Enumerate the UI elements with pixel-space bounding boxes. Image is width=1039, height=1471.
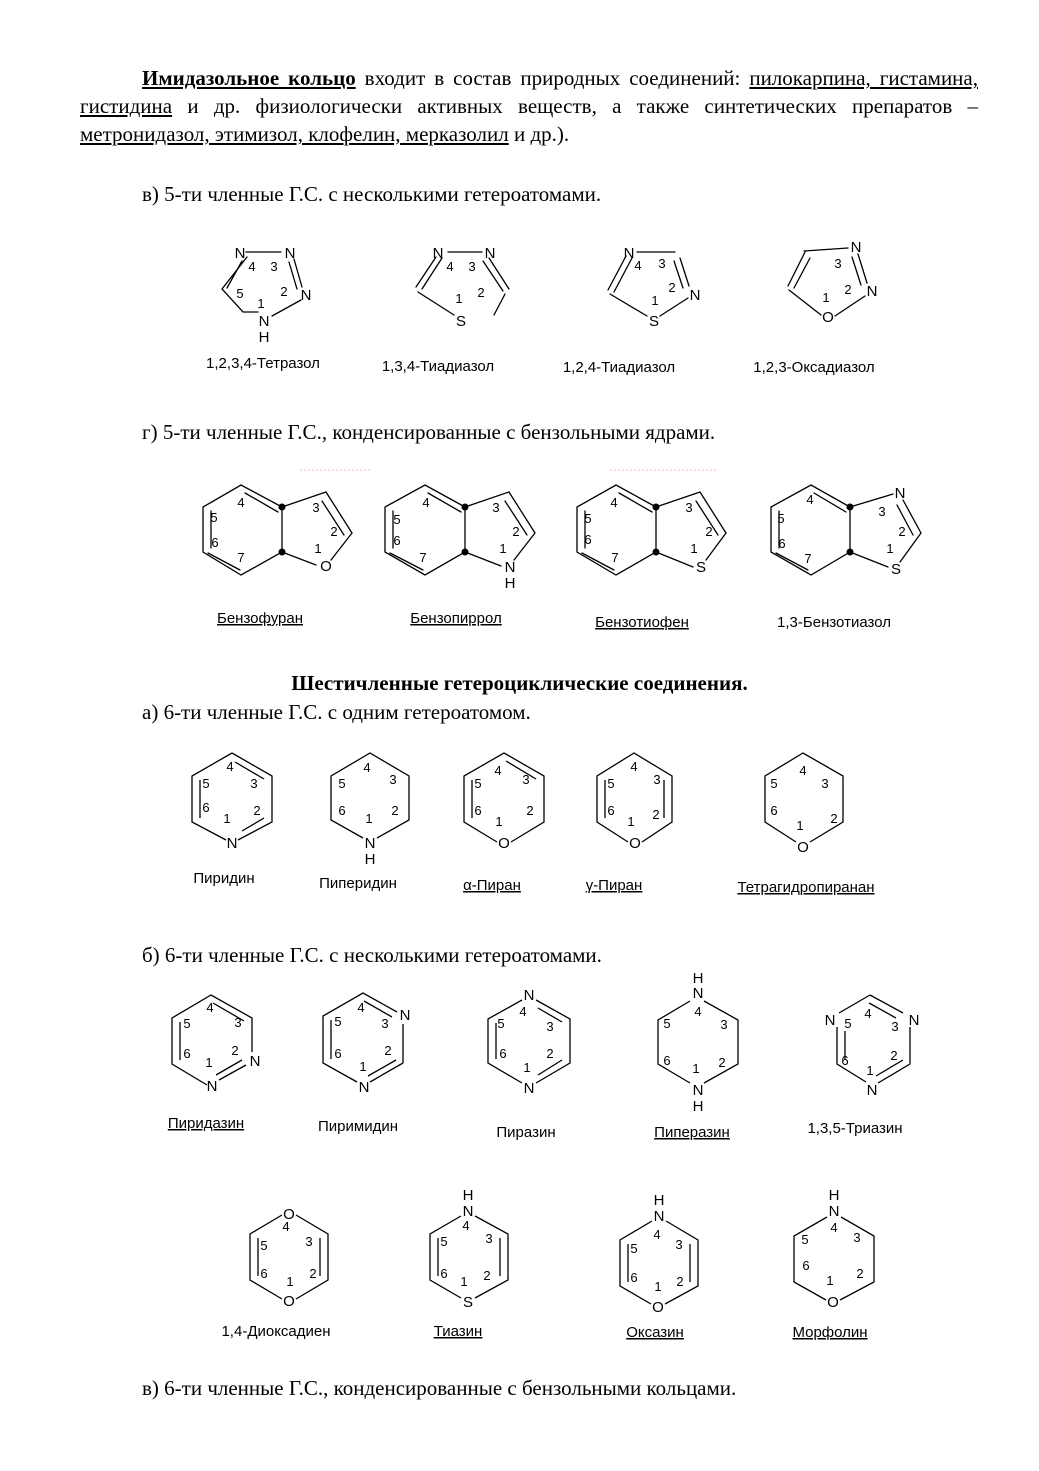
locant: 4 xyxy=(237,495,245,510)
locant: 4 xyxy=(630,759,638,774)
compound-name: 1,4-Диоксадиен xyxy=(221,1323,331,1340)
atom-o: O xyxy=(827,1294,839,1311)
locant: 1 xyxy=(690,541,698,556)
locant: 5 xyxy=(210,510,218,525)
imidazole-ring-term: Имидазольное кольцо xyxy=(142,66,356,90)
locant: 1 xyxy=(826,1273,834,1288)
atom-n: N xyxy=(249,1053,261,1070)
locant: 1 xyxy=(796,818,804,833)
locant: 2 xyxy=(483,1268,491,1283)
locant: 5 xyxy=(844,1016,852,1031)
atom-n: N xyxy=(908,1012,920,1029)
atom-h: H xyxy=(653,1192,665,1209)
locant: 2 xyxy=(668,280,676,295)
atom-n: N xyxy=(226,835,238,852)
locant: 5 xyxy=(777,511,785,526)
atom-n: N xyxy=(692,1082,704,1099)
locant: 2 xyxy=(676,1274,684,1289)
intro-text-1: входит в состав природных соединений: xyxy=(355,66,750,90)
compound-name: Пиперидин xyxy=(319,875,397,892)
locant: 6 xyxy=(778,536,786,551)
compound-name: Оксазин xyxy=(626,1324,684,1341)
compound-name: Морфолин xyxy=(792,1324,868,1341)
locant: 1 xyxy=(822,290,830,305)
atom-n: N xyxy=(689,287,701,304)
atom-n: N xyxy=(234,245,246,262)
atom-o: O xyxy=(822,309,834,326)
locant: 3 xyxy=(720,1017,728,1032)
compound-name: 1,3,4-Тиадиазол xyxy=(381,358,495,375)
compound-name: 1,2,3,4-Тетразол xyxy=(206,355,320,372)
locant: 1 xyxy=(692,1061,700,1076)
atom-h: H xyxy=(504,575,516,592)
atom-h: H xyxy=(364,851,376,868)
locant: 5 xyxy=(630,1241,638,1256)
compound-name: Пиридазин xyxy=(167,1115,245,1132)
locant: 6 xyxy=(607,803,615,818)
locant: 3 xyxy=(305,1234,313,1249)
locant: 6 xyxy=(841,1053,849,1068)
locant: 2 xyxy=(384,1043,392,1058)
compound-name: 1,3-Бензотиазол xyxy=(777,614,891,631)
locant: 2 xyxy=(652,807,660,822)
atom-h: H xyxy=(462,1187,474,1204)
atom-n: N xyxy=(828,1203,840,1220)
compound-name: Тетрагидропиранан xyxy=(737,879,875,896)
heading-six-one: а) 6-ти членные Г.С. с одним гетероатомом. xyxy=(142,700,531,724)
locant: 3 xyxy=(653,772,661,787)
locant: 5 xyxy=(801,1232,809,1247)
locant: 6 xyxy=(802,1258,810,1273)
compound-name: Бензофуран xyxy=(217,610,303,627)
locant: 3 xyxy=(381,1016,389,1031)
atom-s: S xyxy=(462,1294,474,1311)
locant: 3 xyxy=(492,500,500,515)
locant: 6 xyxy=(440,1266,448,1281)
locant: 5 xyxy=(338,776,346,791)
locant: 6 xyxy=(663,1053,671,1068)
locant: 3 xyxy=(658,256,666,271)
atom-s: S xyxy=(648,313,660,330)
compound-name: Пиримидин xyxy=(318,1118,398,1135)
locant: 2 xyxy=(705,524,713,539)
atom-o: O xyxy=(797,839,809,856)
locant: 4 xyxy=(446,259,454,274)
locant: 4 xyxy=(653,1227,661,1242)
locant: 2 xyxy=(856,1266,864,1281)
locant: 2 xyxy=(890,1048,898,1063)
locant: 3 xyxy=(821,776,829,791)
locant: 1 xyxy=(223,811,231,826)
atom-o: O xyxy=(652,1299,664,1316)
locant: 7 xyxy=(237,550,245,565)
locant: 1 xyxy=(523,1060,531,1075)
locant: 3 xyxy=(250,776,258,791)
locant: 1 xyxy=(314,541,322,556)
locant: 1 xyxy=(205,1055,213,1070)
locant: 3 xyxy=(546,1019,554,1034)
locant: 3 xyxy=(522,772,530,787)
locant: 3 xyxy=(234,1015,242,1030)
locant: 3 xyxy=(675,1237,683,1252)
locant: 2 xyxy=(898,524,906,539)
locant: 1 xyxy=(286,1274,294,1289)
atom-n: N xyxy=(523,987,535,1004)
locant: 2 xyxy=(253,803,261,818)
locant: 2 xyxy=(231,1043,239,1058)
locant: 4 xyxy=(248,259,256,274)
locant: 5 xyxy=(202,776,210,791)
locant: 4 xyxy=(519,1004,527,1019)
locant: 3 xyxy=(834,256,842,271)
locant: 4 xyxy=(494,763,502,778)
locant: 1 xyxy=(651,293,659,308)
atom-n: N xyxy=(623,245,635,262)
locant: 2 xyxy=(280,284,288,299)
locant: 4 xyxy=(363,760,371,775)
locant: 2 xyxy=(718,1055,726,1070)
locant: 1 xyxy=(627,814,635,829)
heading-five-condensed: г) 5-ти членные Г.С., конденсированные с бензольными ядрами. xyxy=(142,420,716,444)
atom-o: O xyxy=(320,558,332,575)
atom-o: O xyxy=(629,835,641,852)
locant: 6 xyxy=(202,800,210,815)
locant: 4 xyxy=(694,1004,702,1019)
heading-six-membered: Шестичленные гетероциклические соединения. xyxy=(291,671,748,695)
atom-s: S xyxy=(455,313,467,330)
heading-five-multi: в) 5-ти членные Г.С. с несколькими гетероатомами. xyxy=(142,182,602,206)
locant: 2 xyxy=(330,524,338,539)
atom-n: N xyxy=(504,559,516,576)
locant: 6 xyxy=(260,1266,268,1281)
locant: 4 xyxy=(462,1218,470,1233)
locant: 1 xyxy=(499,541,507,556)
atom-n: N xyxy=(894,485,906,502)
locant: 5 xyxy=(334,1014,342,1029)
locant: 7 xyxy=(419,550,427,565)
atom-n: N xyxy=(462,1203,474,1220)
locant: 1 xyxy=(866,1063,874,1078)
locant: 3 xyxy=(853,1230,861,1245)
atom-n: N xyxy=(432,245,444,262)
locant: 5 xyxy=(260,1238,268,1253)
locant: 1 xyxy=(654,1279,662,1294)
locant: 6 xyxy=(338,803,346,818)
atom-n: N xyxy=(258,313,270,330)
atom-n: N xyxy=(484,245,496,262)
locant: 5 xyxy=(440,1234,448,1249)
atom-h: H xyxy=(258,329,270,346)
locant: 1 xyxy=(495,814,503,829)
atom-n: N xyxy=(866,1082,878,1099)
compound-name: 1,3,5-Триазин xyxy=(807,1120,903,1137)
locant: 6 xyxy=(334,1046,342,1061)
atom-s: S xyxy=(695,559,707,576)
compound-name: 1,2,4-Тиадиазол xyxy=(562,359,676,376)
locant: 4 xyxy=(357,1000,365,1015)
locant: 6 xyxy=(211,535,219,550)
compound-name: 1,2,3-Оксадиазол xyxy=(753,359,875,376)
locant: 1 xyxy=(455,291,463,306)
atom-n: N xyxy=(850,239,862,256)
compound-name: Бензопиррол xyxy=(410,610,502,627)
atom-n: N xyxy=(206,1078,218,1095)
locant: 3 xyxy=(270,259,278,274)
synthetic-drugs: метронидазол, этимизол, клофелин, мерказолил xyxy=(80,122,509,146)
atom-n: N xyxy=(866,283,878,300)
locant: 5 xyxy=(497,1016,505,1031)
locant: 5 xyxy=(584,511,592,526)
atom-n: N xyxy=(653,1208,665,1225)
intro-text-3: и др.). xyxy=(508,122,570,146)
locant: 5 xyxy=(607,776,615,791)
locant: 6 xyxy=(630,1270,638,1285)
locant: 1 xyxy=(359,1059,367,1074)
atom-h: H xyxy=(692,1098,704,1115)
compound-name: α-Пиран xyxy=(463,877,521,894)
locant: 2 xyxy=(830,811,838,826)
locant: 2 xyxy=(309,1266,317,1281)
locant: 4 xyxy=(206,1000,214,1015)
locant: 3 xyxy=(878,504,886,519)
locant: 6 xyxy=(183,1046,191,1061)
compound-name: Пиридин xyxy=(193,870,255,887)
locant: 5 xyxy=(393,512,401,527)
compound-name: Пиперазин xyxy=(654,1124,730,1141)
atom-n: N xyxy=(523,1080,535,1097)
locant: 4 xyxy=(806,492,814,507)
locant: 7 xyxy=(611,550,619,565)
locant: 6 xyxy=(393,533,401,548)
locant: 5 xyxy=(663,1016,671,1031)
locant: 4 xyxy=(422,495,430,510)
atom-o: O xyxy=(283,1206,295,1223)
atom-n: N xyxy=(692,985,704,1002)
natural-compounds: пилокарпина, гистамина, гистидина xyxy=(80,66,978,118)
locant: 2 xyxy=(844,282,852,297)
atom-o: O xyxy=(498,835,510,852)
heading-six-condensed: в) 6-ти членные Г.С., конденсированные с бензольными кольцами. xyxy=(142,1376,737,1400)
locant: 6 xyxy=(499,1046,507,1061)
atom-s: S xyxy=(890,561,902,578)
locant: 5 xyxy=(236,286,244,301)
atom-n: N xyxy=(358,1079,370,1096)
locant: 1 xyxy=(257,296,265,311)
locant: 4 xyxy=(610,495,618,510)
locant: 2 xyxy=(546,1046,554,1061)
locant: 3 xyxy=(468,259,476,274)
compound-name: γ-Пиран xyxy=(585,877,643,894)
locant: 3 xyxy=(389,772,397,787)
locant: 5 xyxy=(474,776,482,791)
locant: 2 xyxy=(526,803,534,818)
locant: 3 xyxy=(312,500,320,515)
locant: 1 xyxy=(460,1274,468,1289)
locant: 5 xyxy=(770,776,778,791)
atom-n: N xyxy=(284,245,296,262)
atom-h: H xyxy=(828,1187,840,1204)
locant: 4 xyxy=(830,1220,838,1235)
atom-n: N xyxy=(364,835,376,852)
atom-o: O xyxy=(283,1293,295,1310)
locant: 2 xyxy=(512,524,520,539)
compound-name: Бензотиофен xyxy=(595,614,689,631)
locant: 5 xyxy=(183,1016,191,1031)
atom-n: N xyxy=(824,1012,836,1029)
intro-text-2: и др. физиологически активных веществ, а также синтетических препаратов – xyxy=(172,94,978,118)
compound-name: Пиразин xyxy=(496,1124,556,1141)
heading-six-multi: б) 6-ти членные Г.С. с несколькими гетероатомами. xyxy=(142,943,602,967)
locant: 3 xyxy=(485,1231,493,1246)
atom-n: N xyxy=(399,1007,411,1024)
locant: 6 xyxy=(474,803,482,818)
locant: 4 xyxy=(226,759,234,774)
atom-n: N xyxy=(300,287,312,304)
locant: 2 xyxy=(477,285,485,300)
locant: 3 xyxy=(891,1019,899,1034)
locant: 6 xyxy=(770,803,778,818)
locant: 1 xyxy=(365,811,373,826)
atom-h: H xyxy=(692,970,704,987)
locant: 3 xyxy=(685,500,693,515)
locant: 4 xyxy=(864,1006,872,1021)
locant: 2 xyxy=(391,803,399,818)
locant: 4 xyxy=(799,763,807,778)
locant: 4 xyxy=(282,1219,290,1234)
locant: 1 xyxy=(886,541,894,556)
locant: 7 xyxy=(804,551,812,566)
compound-name: Тиазин xyxy=(433,1323,483,1340)
locant: 4 xyxy=(634,258,642,273)
locant: 6 xyxy=(584,532,592,547)
